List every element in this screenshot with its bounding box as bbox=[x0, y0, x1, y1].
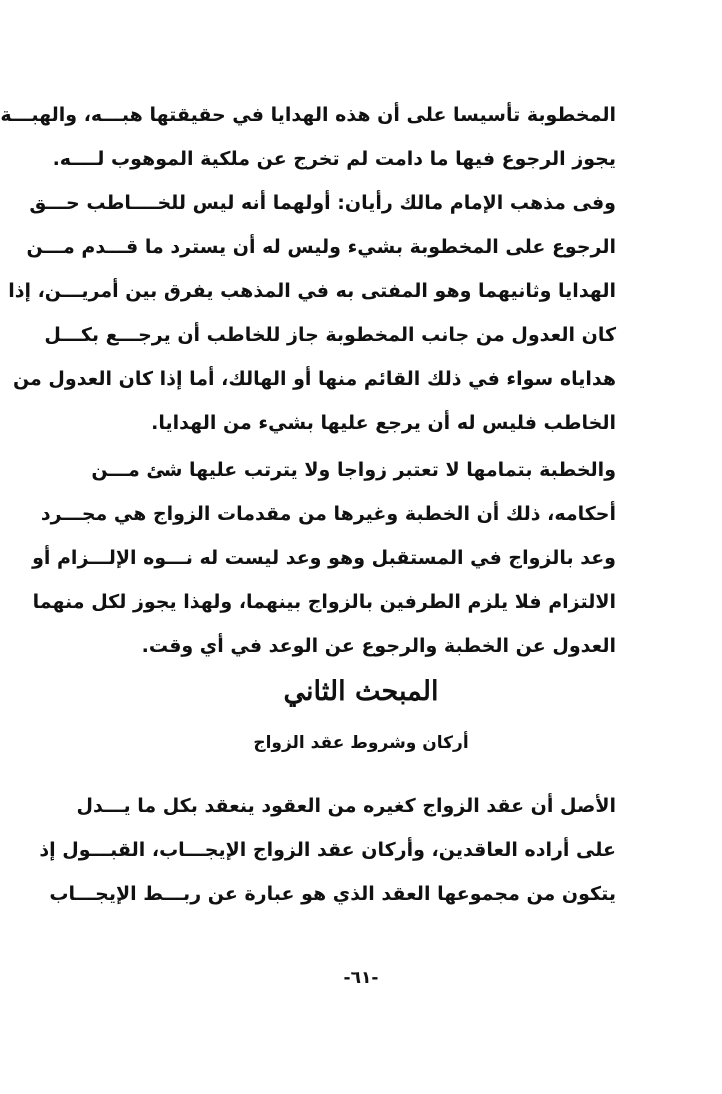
text-line: المخطوبة تأسيسا على أن هذه الهدايا في حقيقتها هبـــه، والهبـــة bbox=[0, 104, 616, 126]
text-line: الرجوع على المخطوبة بشيء وليس له أن يسترد ما قـــدم مـــن bbox=[26, 236, 616, 258]
text-line: الخاطب فليس له أن يرجع عليها بشيء من الهدايا. bbox=[151, 412, 616, 434]
text-line: الأصل أن عقد الزواج كغيره من العقود ينعقد بكل ما يـــدل bbox=[76, 795, 616, 817]
paragraph-hadaya bbox=[0, 93, 616, 445]
text-line: والخطبة بتمامها لا تعتبر زواجا ولا يترتب عليها شئ مـــن bbox=[91, 459, 616, 481]
section-title: المبحث الثاني bbox=[283, 676, 439, 707]
page-number: -٦١- bbox=[343, 968, 379, 988]
text-line: كان العدول من جانب المخطوبة جاز للخاطب أن يرجـــع بكـــل bbox=[44, 324, 616, 346]
text-line: وعد بالزواج في المستقبل وهو وعد ليست له نـــوه الإلـــزام أو bbox=[32, 547, 616, 569]
text-line: يتكون من مجموعها العقد الذي هو عبارة عن ربـــط الإيجـــاب bbox=[49, 883, 616, 905]
text-line: العدول عن الخطبة والرجوع عن الوعد في أي وقت. bbox=[141, 635, 616, 657]
text-line: أحكامه، ذلك أن الخطبة وغيرها من مقدمات الزواج هي مجـــرد bbox=[40, 503, 616, 525]
text-line: وفى مذهب الإمام مالك رأيان: أولهما أنه ليس للخــــاطب حـــق bbox=[29, 192, 616, 214]
text-line: على أراده العاقدين، وأركان عقد الزواج الإيجـــاب، القبـــول إذ bbox=[39, 839, 616, 861]
section-subtitle: أركان وشروط عقد الزواج bbox=[253, 733, 469, 753]
paragraph-khutba bbox=[32, 448, 616, 668]
text-line: الالتزام فلا يلزم الطرفين بالزواج بينهما، ولهذا يجوز لكل منهما bbox=[32, 591, 616, 613]
text-line: الهدايا وثانيهما وهو المفتى به في المذهب يفرق بين أمريـــن، إذا bbox=[8, 280, 616, 302]
paragraph-arkan bbox=[39, 784, 616, 916]
text-line: هداياه سواء في ذلك القائم منها أو الهالك، أما إذا كان العدول من bbox=[12, 368, 616, 390]
text-line: يجوز الرجوع فيها ما دامت لم تخرج عن ملكية الموهوب لــــه. bbox=[52, 148, 616, 170]
